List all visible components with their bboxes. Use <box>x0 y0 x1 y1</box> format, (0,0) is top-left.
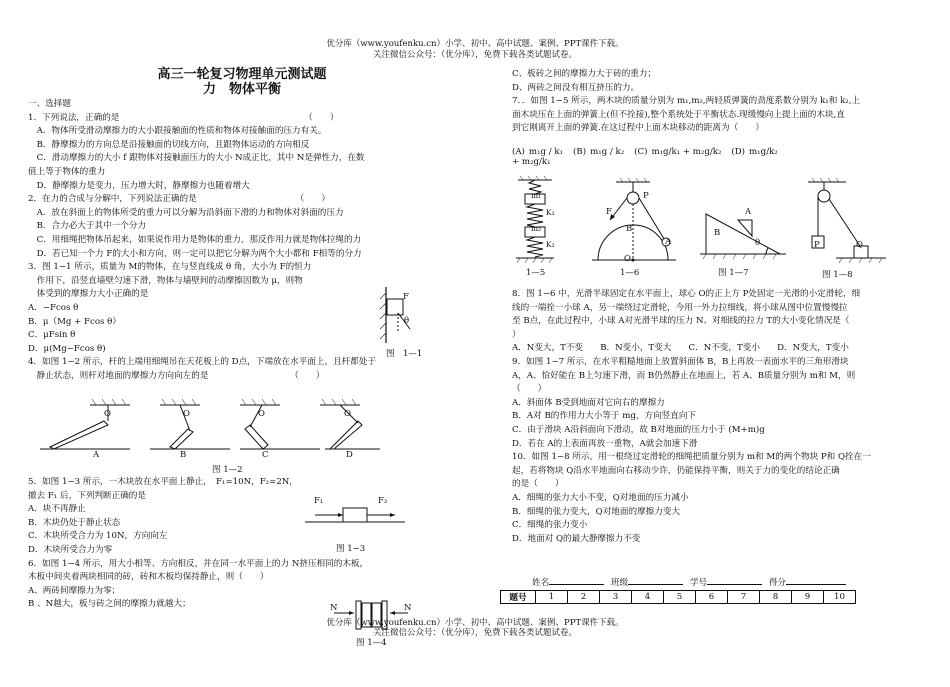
q7-option-label: (D) <box>731 147 746 157</box>
question-line: A、两砖间摩擦力为零； <box>28 585 121 596</box>
question-line: A，A、恰好能在 B上匀速下滑，而 B仍然静止在地面上，若 A、B质量分别为 m和 M，则 <box>512 370 856 381</box>
answer-table-number: 6 <box>696 591 728 604</box>
number-label: 学号 <box>689 578 708 588</box>
question-line: D．静摩擦力是变力，压力增大时，静摩擦力也随着增大 <box>28 180 250 191</box>
question-line: 5．如图 1−3 所示，一木块放在水平面上静止， F₁=10N，F₂=2N， <box>28 477 298 487</box>
header-line-2: 关注微信公众号：（优分库），免费下载各类试题试卷。 <box>372 50 577 60</box>
question-line: A．斜面体 B受到地面对它向右的摩擦力 <box>512 397 665 408</box>
q7-option-formula: m₁g / k₁ <box>528 147 564 157</box>
fig1-8-label-P: P <box>814 240 820 250</box>
student-info <box>532 576 846 588</box>
question-line: ） <box>512 329 521 340</box>
fig1-1-label-theta: θ <box>404 316 410 326</box>
fig1-2-label-O-b: O <box>183 409 190 419</box>
header-line-1: 优分库（www.youfenku.cn）小学、初中、高中试题、案例、PPT课件下载。 <box>326 39 624 49</box>
q7-option <box>573 147 624 157</box>
question-line: C、板砖之间的摩擦力大于砖的重力； <box>512 69 657 79</box>
fig1-2-label-B: B <box>180 450 187 460</box>
fig1-2-label-D: D <box>346 450 353 460</box>
page-subtitle: 力 物体平衡 <box>202 82 281 97</box>
fig1-2-label-O-a: O <box>104 409 111 419</box>
question-line: C．木块所受合力为 10N，方向向左 <box>28 531 168 542</box>
question-line: A．物体所受滑动摩擦力的大小跟接触面的性质和物体对接触面的压力有关。 <box>28 126 327 137</box>
figure-1-7 <box>700 206 786 262</box>
question-line: 面木块压在上面的弹簧上(但不拴接),整个系统处于平衡状态.现缓慢向上提上面的木块,直 <box>512 109 845 120</box>
fig1-3-caption: 图 1−3 <box>336 544 366 554</box>
question-line: D、两砖之间没有相互挤压的力。 <box>512 82 640 93</box>
question-line: 4．如图 1−2 所示，杆的上端用细绳吊在天花板上的 D点，下端放在水平面上，且杆都处于 <box>28 357 377 368</box>
fig1-1-caption: 图 1—1 <box>386 349 423 359</box>
question-line: 到它刚离开上面的弹簧.在这过程中上面木块移动的距离为（ ） <box>512 123 764 134</box>
question-line: 10．如图 1−8 所示，用一根绕过定滑轮的细绳把质量分别为 m和 M的两个物块 P和 Q拴在一 <box>512 452 871 463</box>
page-title: 高三一轮复习物理单元测试题 <box>157 67 327 82</box>
question-line: C．滑动摩擦力的大小 f 跟物体对接触面压力的大小 N成正比，其中 N是弹性力，在数 <box>28 153 365 164</box>
q7-option <box>634 147 721 157</box>
question-line: D．若已知一个力 F的大小和方向，则一定可以把它分解为两个大小都和 F相等的分力 <box>28 248 362 259</box>
fig1-5-label-m2: m₂ <box>531 224 542 233</box>
answer-table-header: 题号 <box>501 591 536 604</box>
question-line: 起，若将物块 Q沿水平地面向右移动少许，仍能保持平衡，则关于力的变化的结论正确 <box>512 465 840 476</box>
answer-table-number: 10 <box>824 591 856 604</box>
question-line: 9．如图 1−7 所示，在水平粗糙地面上放置斜面体 B，B上再放一表面水平的三角形滑块 <box>512 356 849 367</box>
fig1-2-label-O-c: O <box>258 409 265 419</box>
question-line: 8．图 1−6 中，光滑半球固定在水平面上，球心 O的正上方 P处固定一光滑的小定滑轮，细 <box>512 289 861 299</box>
question-line: B．合力必大于其中一个分力 <box>28 221 147 232</box>
question-line: 值上等于物体的重力 <box>28 166 106 177</box>
question-line: 2．在力的合成与分解中，下列说法正确的是 （ ） <box>28 194 330 205</box>
question-line: 7．．如图 1−5 所示，两木块的质量分别为 m₁,m₂,两轻质弹簧的劲度系数分别为 k₁和 k₂,上 <box>512 96 861 107</box>
fig1-7-label-A: A <box>745 207 752 217</box>
name-label: 姓名 <box>532 578 550 588</box>
fig1-4-caption: 图 1—4 <box>356 638 387 648</box>
question-line: D．μ(Mg−Fcos θ) <box>28 343 106 354</box>
answer-table-number: 4 <box>632 591 664 604</box>
question-line: A．−Fcos θ <box>28 302 79 313</box>
question-line: D．若在 A的上表面再放一重物，A就会加速下滑 <box>512 438 698 449</box>
question-line: A．N变大，T不变 B．N变小，T变大 C．N不变，T变小 D．N变大，T变小 <box>512 343 849 354</box>
fig1-5-caption: 1—5 <box>526 268 546 278</box>
question-line: C．用细绳把物体吊起来，如果说作用力是物体的重力，那反作用力就是物体拉绳的力 <box>28 234 362 245</box>
fig1-1-label-F: F <box>403 292 409 302</box>
question-line: 6．如图 1−4 所示，用大小相等、方向相反，并在同一水平面上的力 N挤压相同的木板， <box>28 558 369 569</box>
q7-option <box>512 147 563 157</box>
fig1-2-label-O-d: O <box>344 409 351 419</box>
q7-option-formula: m₁g/k₁ + m₂g/k₂ <box>651 147 722 157</box>
fig1-7-label-theta: θ <box>755 238 761 248</box>
footer-line-2: 关注微信公众号：（优分库），免费下载各类试题试卷。 <box>372 628 577 638</box>
question-line: 1．下列说法，正确的是 （ ） <box>28 112 339 123</box>
question-line: 撤去 F₁ 后，下列判断正确的是 <box>28 490 146 501</box>
fig1-4-label-N-right: N <box>404 603 412 613</box>
question-line: （ ） <box>512 384 547 395</box>
fig1-3-label-F2: F₂ <box>378 496 388 506</box>
fig1-8-caption: 图 1—8 <box>822 270 853 280</box>
question-line: 一、选择题 <box>28 99 71 109</box>
class-label: 班级 <box>610 578 629 588</box>
fig1-8-label-Q: Q <box>856 240 863 250</box>
q7-options <box>512 147 782 167</box>
fig1-2-label-A: A <box>93 450 100 460</box>
question-line: A．块不再静止 <box>28 504 86 515</box>
question-line: B．A对 B的作用力大小等于 mg，方向竖直向下 <box>512 411 697 422</box>
fig1-5-label-K1: K₁ <box>546 208 555 217</box>
left-column-text-2 <box>28 476 458 612</box>
score-label: 得分 <box>768 578 787 588</box>
question-line: 作用下，沿竖直墙壁匀速下滑，物体与墙壁间的动摩擦因数为 μ，则物 <box>28 275 303 286</box>
fig1-6-label-P: P <box>643 191 649 201</box>
right-column-text-2 <box>512 288 932 546</box>
question-line: B 、N越大，板与砖之间的摩擦力就越大； <box>28 599 191 610</box>
fig1-4-label-N-left: N <box>330 603 338 613</box>
answer-table-number: 7 <box>728 591 760 604</box>
question-line: 静止状态，则杆对地面的摩擦力方向向左的是 （ ） <box>28 370 325 381</box>
question-line: D．木块所受合力为零 <box>28 544 113 555</box>
fig1-7-caption: 图 1—7 <box>718 268 749 278</box>
question-line: C．μFsin θ <box>28 330 76 341</box>
question-line: D．地面对 Q的最大静摩擦力不变 <box>512 533 641 544</box>
right-column-text <box>512 68 932 136</box>
fig1-6-label-F: F <box>606 207 612 217</box>
figure-1-2 <box>40 397 380 459</box>
figure-1-6 <box>590 178 680 270</box>
question-line: 至 B点，在此过程中，小球 A对光滑半球的压力 N、对细线的拉力 T的大小变化情况是（ <box>512 316 850 327</box>
figure-1-1 <box>378 285 420 347</box>
fig1-2-caption: 图 1—2 <box>212 465 243 475</box>
q7-option-label: (C) <box>634 147 648 157</box>
fig1-5-label-m1: m₁ <box>531 191 542 200</box>
question-line: C．细绳的张力变小 <box>512 520 588 531</box>
fig1-6-label-A: A <box>665 237 672 247</box>
fig1-7-label-B: B <box>714 228 721 238</box>
fig1-2-label-C: C <box>262 450 269 460</box>
fig1-6-caption: 1—6 <box>620 268 640 278</box>
footer-line-1: 优分库（www.youfenku.cn）小学、初中、高中试题、案例、PPT课件下载。 <box>326 618 624 628</box>
answer-table <box>500 590 856 604</box>
question-line: A．细绳的张力大小不变，Q对地面的压力减小 <box>512 492 689 503</box>
q7-option-label: (B) <box>573 147 587 157</box>
figure-1-8 <box>806 178 886 270</box>
fig1-3-label-F1: F₁ <box>314 496 324 506</box>
answer-table-number: 8 <box>760 591 792 604</box>
q7-option-label: (A) <box>512 147 525 157</box>
question-line: 线的一端拴一小球 A，另一端绕过定滑轮，今用一外力拉细线，将小球从图中位置慢慢拉 <box>512 302 848 313</box>
question-line: 体受到的摩擦力大小正确的是 <box>28 289 149 300</box>
answer-table-number: 2 <box>568 591 600 604</box>
fig1-5-label-K2: K₂ <box>546 240 555 249</box>
q7-option-formula: m₁g / k₂ <box>590 147 625 157</box>
question-line: 木板中间夹着两块相同的砖，砖和木板均保持静止，则（ ） <box>28 572 269 583</box>
question-line: A．放在斜面上的物体所受的重力可以分解为沿斜面下滑的力和物体对斜面的压力 <box>28 207 344 218</box>
question-line: B．μ（Mg + Fcos θ） <box>28 316 121 327</box>
question-line: B．木块仍处于静止状态 <box>28 517 121 528</box>
answer-table-number: 1 <box>536 591 568 604</box>
question-line: B．静摩擦力的方向总是沿接触面的切线方向，且跟物体运动的方向相反 <box>28 139 310 150</box>
answer-table-number: 3 <box>600 591 632 604</box>
question-line: C．由于滑块 A沿斜面向下滑动，故 B对地面的压力小于 (M+m)g <box>512 424 765 435</box>
answer-table-number: 9 <box>792 591 824 604</box>
question-line: 的是（ ） <box>512 479 564 490</box>
fig1-6-label-O: O <box>624 254 631 264</box>
answer-table-number: 5 <box>664 591 696 604</box>
fig1-6-label-B: B <box>626 224 633 234</box>
q7-option-formula: m₁g/k₂ + m₂g/k₁ <box>512 147 778 167</box>
question-line: 3．图 1−1 所示，质量为 M的物体，在与竖直线成 θ 角，大小为 F的恒力 <box>28 262 312 273</box>
question-line: B．细绳的张力变大，Q对地面的摩擦力变大 <box>512 506 681 517</box>
